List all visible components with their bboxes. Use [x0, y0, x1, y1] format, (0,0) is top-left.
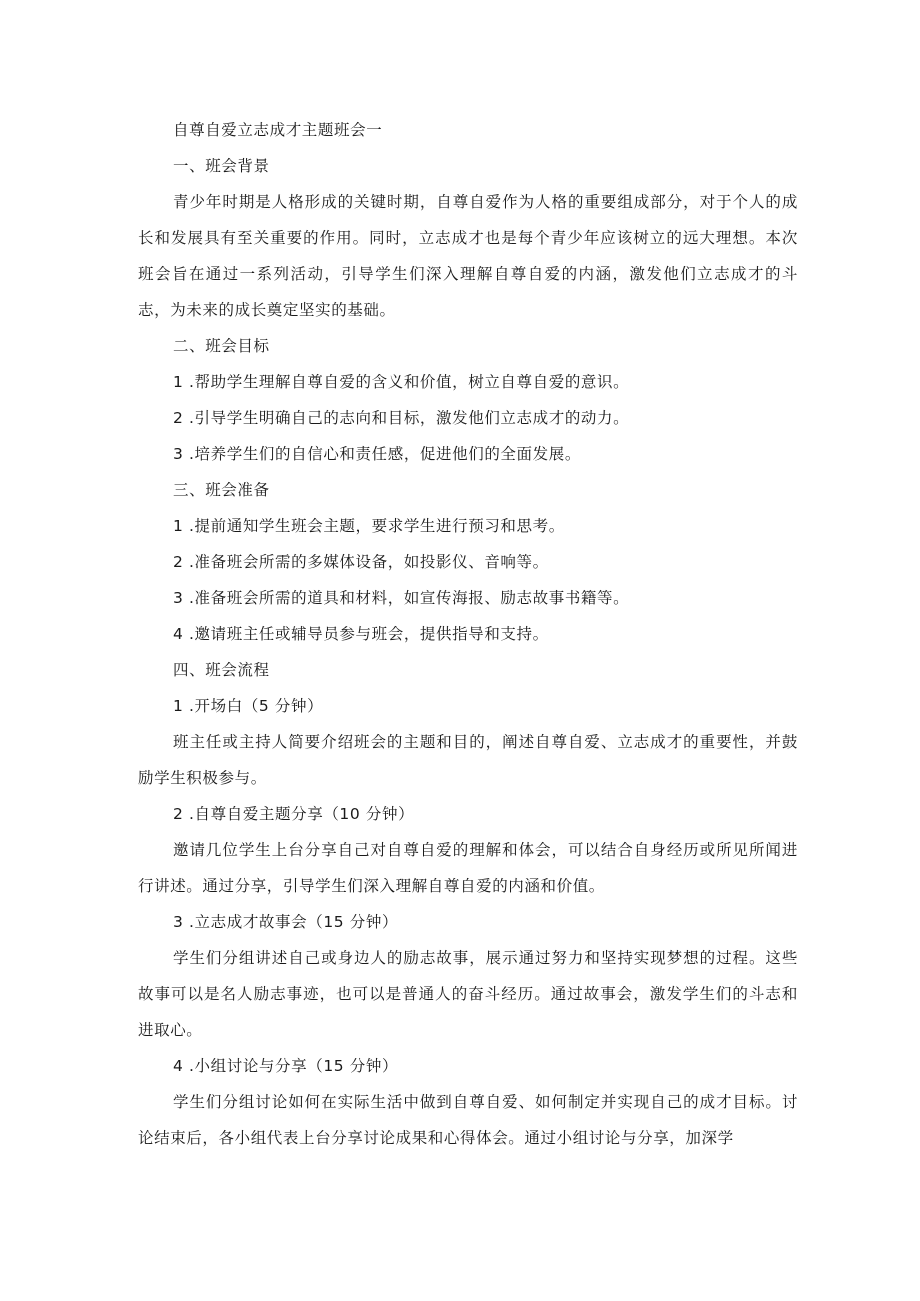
- preparation-item: 2 .准备班会所需的多媒体设备，如投影仪、音响等。: [173, 553, 549, 571]
- process-step-body: 班主任或主持人简要介绍班会的主题和目的，阐述自尊自爱、立志成才的重要性，并鼓励学生积极参与。: [138, 733, 798, 787]
- section-heading-process: 四、班会流程: [173, 661, 270, 679]
- process-step-title: 1 .开场白（5 分钟）: [173, 697, 324, 715]
- section-heading-goals: 二、班会目标: [173, 337, 270, 355]
- goal-item: 3 .培养学生们的自信心和责任感，促进他们的全面发展。: [173, 445, 581, 463]
- goal-item: 2 .引导学生明确自己的志向和目标，激发他们立志成才的动力。: [173, 409, 630, 427]
- preparation-item: 1 .提前通知学生班会主题，要求学生进行预习和思考。: [173, 517, 565, 535]
- process-step-title: 2 .自尊自爱主题分享（10 分钟）: [173, 805, 415, 823]
- preparation-item: 3 .准备班会所需的道具和材料，如宣传海报、励志故事书籍等。: [173, 589, 630, 607]
- preparation-item: 4 .邀请班主任或辅导员参与班会，提供指导和支持。: [173, 625, 549, 643]
- document-title: 自尊自爱立志成才主题班会一: [173, 121, 383, 139]
- document-body: [138, 112, 798, 1156]
- goal-item: 1 .帮助学生理解自尊自爱的含义和价值，树立自尊自爱的意识。: [173, 373, 630, 391]
- background-paragraph: 青少年时期是人格形成的关键时期，自尊自爱作为人格的重要组成部分，对于个人的成长和发展具有至关重要的作用。同时，立志成才也是每个青少年应该树立的远大理想。本次班会旨在通过一系列活动，引导学生们深入理解自尊自爱的内涵，激发他们立志成才的斗志，为未来的成长奠定坚实的基础。: [138, 193, 798, 319]
- section-heading-preparation: 三、班会准备: [173, 481, 270, 499]
- process-step-body: 邀请几位学生上台分享自己对自尊自爱的理解和体会，可以结合自身经历或所见所闻进行讲述。通过分享，引导学生们深入理解自尊自爱的内涵和价值。: [138, 841, 798, 895]
- process-step-body: 学生们分组讲述自己或身边人的励志故事，展示通过努力和坚持实现梦想的过程。这些故事可以是名人励志事迹，也可以是普通人的奋斗经历。通过故事会，激发学生们的斗志和进取心。: [138, 949, 798, 1039]
- process-step-body: 学生们分组讨论如何在实际生活中做到自尊自爱、如何制定并实现自己的成才目标。讨论结束后，各小组代表上台分享讨论成果和心得体会。通过小组讨论与分享，加深学: [138, 1093, 798, 1147]
- process-step-title: 4 .小组讨论与分享（15 分钟）: [173, 1057, 399, 1075]
- process-step-title: 3 .立志成才故事会（15 分钟）: [173, 913, 399, 931]
- section-heading-background: 一、班会背景: [173, 157, 270, 175]
